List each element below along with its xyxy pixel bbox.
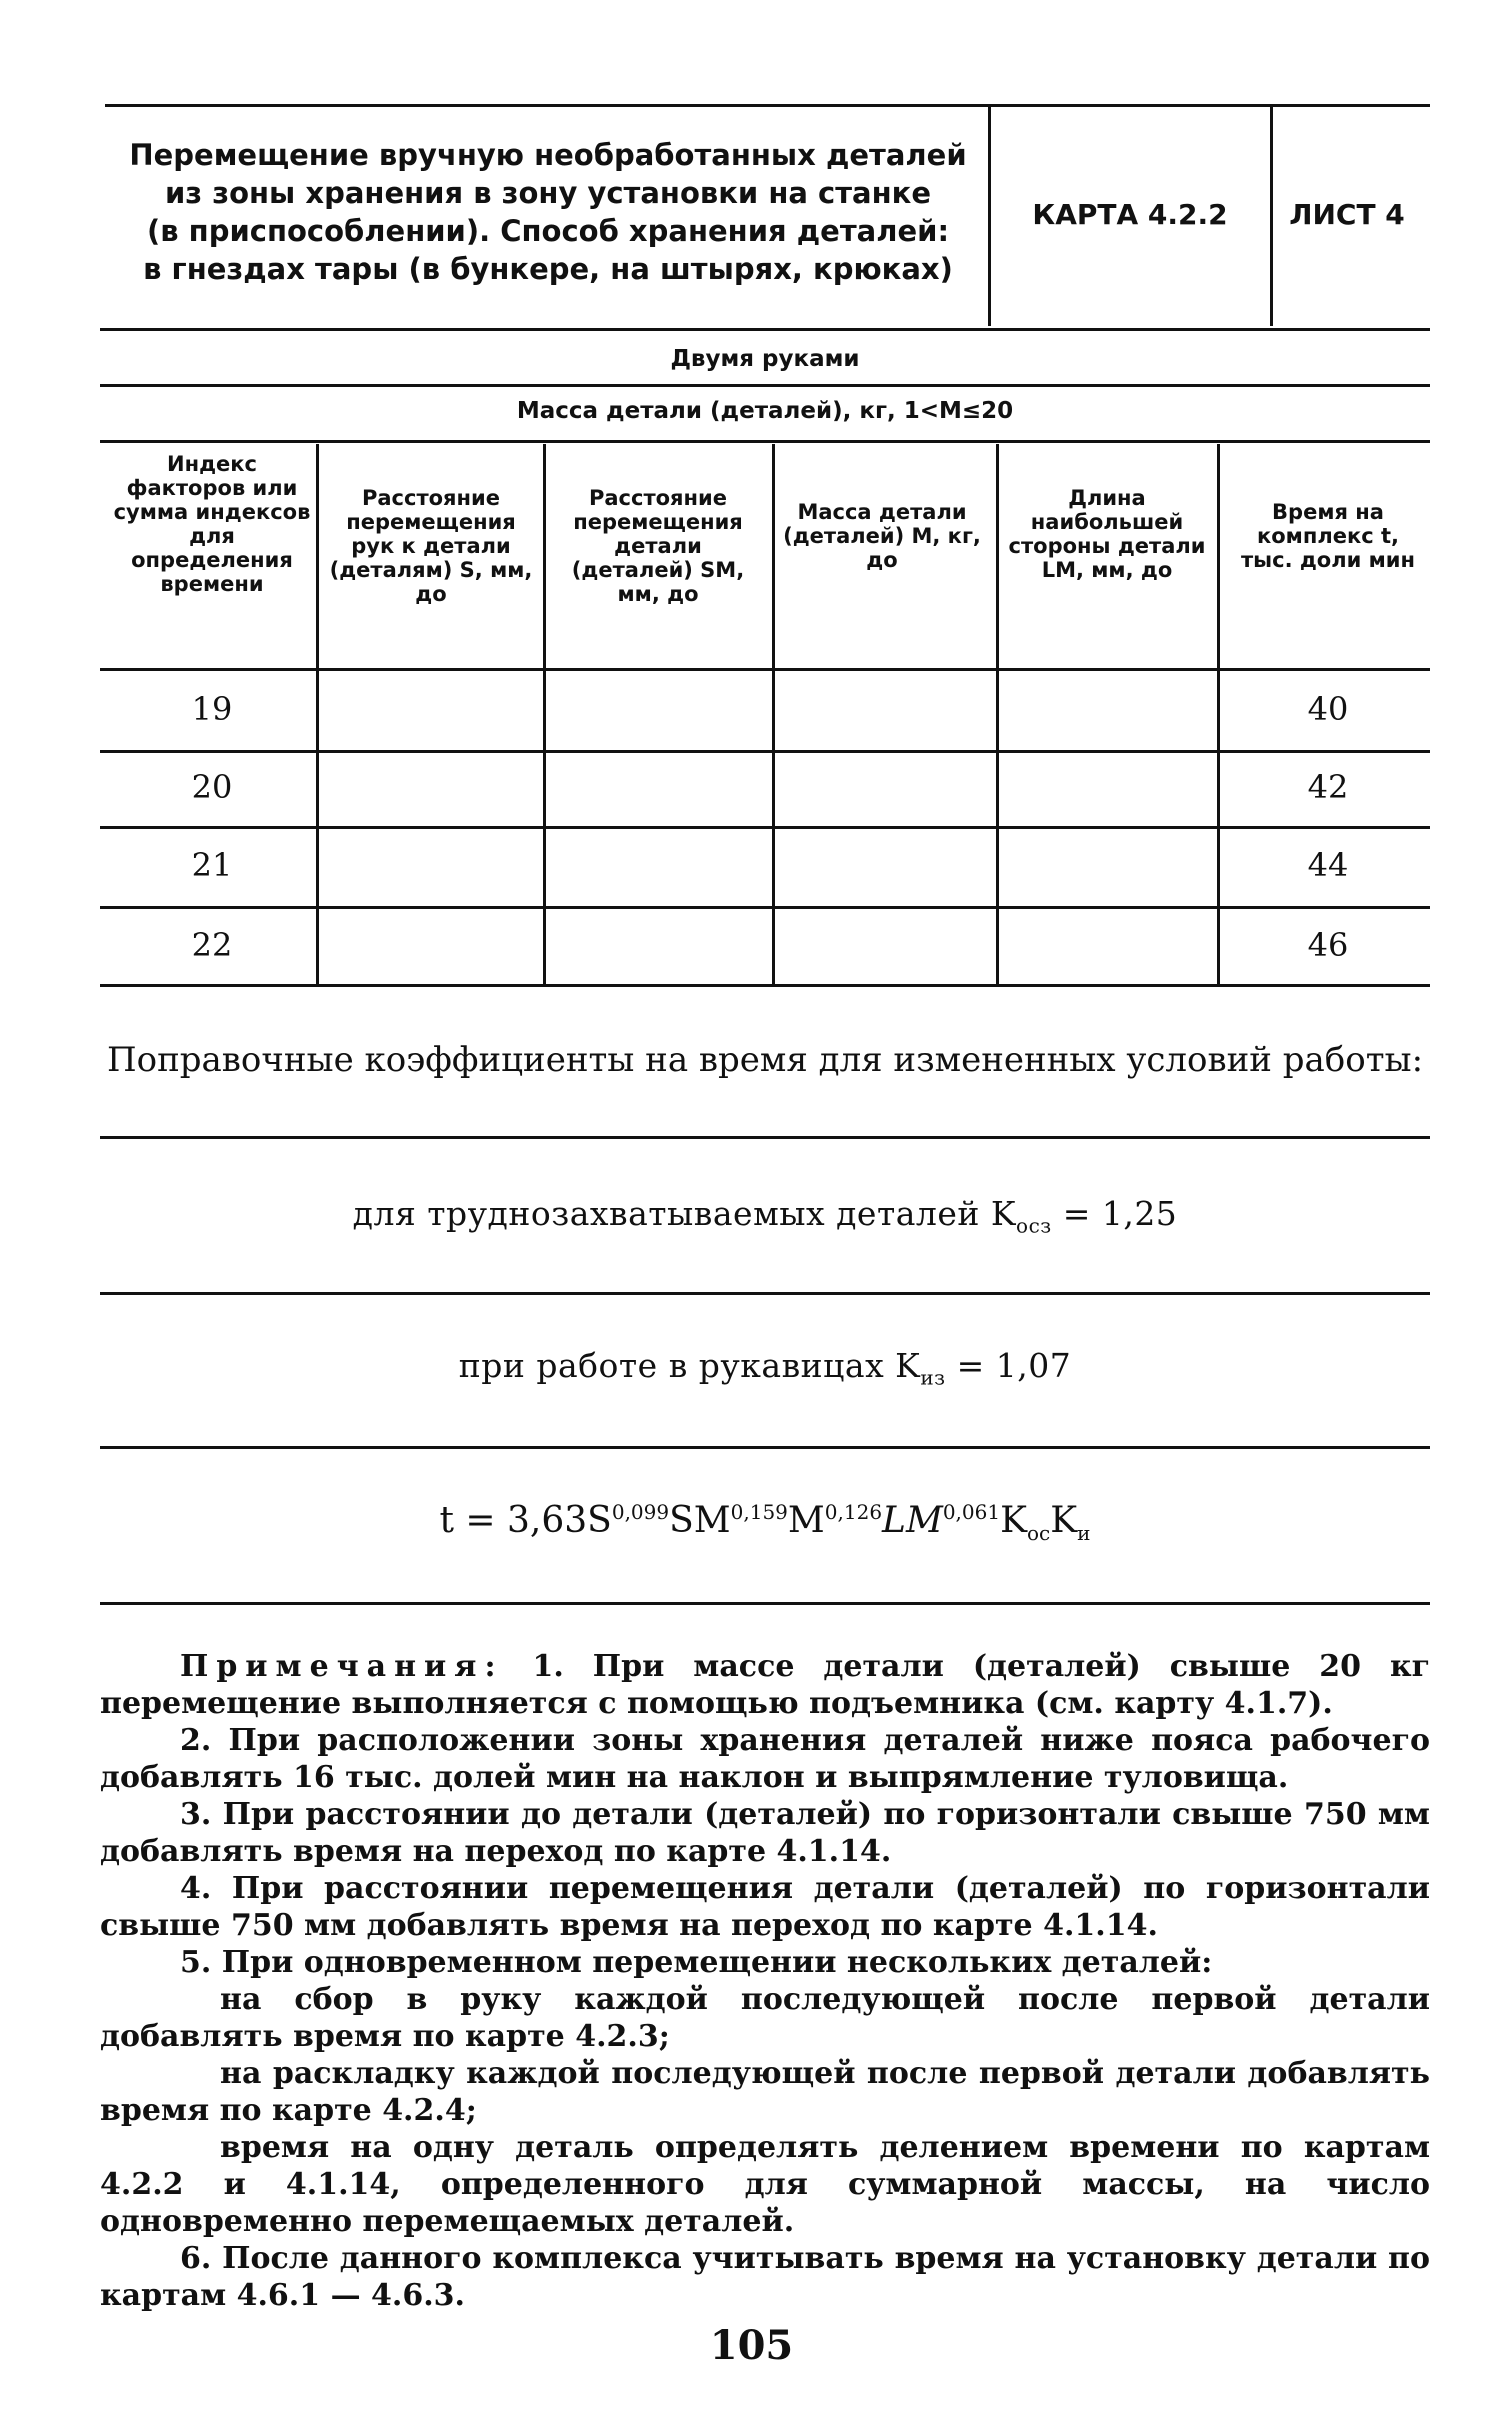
page-number: 105 — [709, 2322, 794, 2369]
coefficient-hard-grip — [100, 1194, 1430, 1238]
formula-k1-sub: oc — [1027, 1521, 1051, 1546]
formula-s-exp: 0,099 — [611, 1500, 670, 1524]
formula-m-exp: 0,126 — [824, 1500, 883, 1524]
column-header-time: Время на комплекс t, тыс. доли мин — [1240, 500, 1416, 572]
row-time: 44 — [1307, 846, 1349, 884]
table-header-rule — [100, 668, 1430, 671]
hands-label: Двумя руками — [670, 346, 860, 372]
note-5: 5. При одновременном перемещении нескольких деталей: — [180, 1945, 1213, 1980]
card-title-line: из зоны хранения в зону установки на станке — [164, 176, 931, 210]
table-column-line — [316, 444, 319, 984]
coefficients-rule — [100, 1446, 1430, 1449]
card-title-line: Перемещение вручную необработанных деталей — [129, 138, 967, 172]
note-3: 3. При расстоянии до детали (деталей) по горизонтали свыше 750 мм добавлять время на переход по карте 4.1.14. — [100, 1797, 1430, 1869]
column-header-part-distance: Расстояние перемещения детали (деталей) SM, мм, до — [571, 486, 745, 606]
formula-sm: SM — [669, 1500, 731, 1541]
note-4: 4. При расстоянии перемещения детали (деталей) по горизонтали свыше 750 мм добавлять время на переход по карте 4.1.14. — [100, 1871, 1430, 1943]
note-1: 1. При массе детали (деталей) свыше 20 кг перемещение выполняется с помощью подъемника (см. карту 4.1.7). — [100, 1649, 1430, 1721]
column-header-mass: Масса детали (деталей) М, кг, до — [783, 500, 981, 572]
table-row-rule — [100, 906, 1430, 909]
formula-sm-exp: 0,159 — [730, 1500, 788, 1524]
column-header-index: Индекс факторов или сумма индексов для определения времени — [113, 452, 311, 596]
row-index: 19 — [191, 690, 233, 728]
sheet-number: ЛИСТ 4 — [1289, 198, 1405, 231]
row-index: 20 — [191, 768, 233, 806]
header-bottom-rule — [100, 328, 1430, 331]
coefficients-rule — [100, 1136, 1430, 1139]
row-time: 42 — [1307, 768, 1349, 806]
formula-k1: K — [1000, 1500, 1027, 1541]
formula-k2-sub: и — [1077, 1521, 1091, 1546]
formula-t: t = 3,63S — [439, 1500, 612, 1541]
formula-k2: K — [1050, 1500, 1078, 1541]
table-column-line — [543, 444, 546, 984]
card-number: КАРТА 4.2.2 — [1032, 198, 1228, 231]
header-top-rule — [105, 104, 1430, 107]
mass-range-label: Масса детали (деталей), кг, 1<M≤20 — [516, 398, 1014, 424]
formula-lm-exp: 0,061 — [942, 1500, 1001, 1524]
coefficient-hard-grip-text: для труднозахватываемых деталей K — [352, 1194, 1017, 1233]
coefficient-gloves-value: = 1,07 — [956, 1346, 1072, 1385]
table-column-line — [772, 444, 775, 984]
note-5a: на сбор в руку каждой последующей после первой детали добавлять время по карте 4.2.3; — [100, 1982, 1430, 2054]
coefficient-hard-grip-value: = 1,25 — [1062, 1194, 1178, 1233]
coefficients-rule — [100, 1292, 1430, 1295]
table-row-rule — [100, 750, 1430, 753]
formula-lm: LM — [882, 1500, 943, 1541]
time-formula — [100, 1500, 1430, 1545]
band-rule — [100, 440, 1430, 443]
coefficients-title: Поправочные коэффициенты на время для измененных условий работы: — [106, 1040, 1424, 1080]
notes-label: Примечания: — [180, 1649, 504, 1684]
table-column-line — [1217, 444, 1220, 984]
row-index: 22 — [191, 926, 233, 964]
card-title — [118, 136, 978, 288]
coefficient-gloves — [100, 1346, 1430, 1390]
column-header-hand-distance: Расстояние перемещения рук к детали (деталям) S, мм, до — [329, 486, 533, 606]
notes-section — [100, 1648, 1430, 2314]
formula-rule — [100, 1602, 1430, 1605]
coefficient-gloves-text: при работе в рукавицах K — [458, 1346, 921, 1385]
card-title-line: (в приспособлении). Способ хранения деталей: — [146, 214, 950, 248]
table-column-line — [996, 444, 999, 984]
note-5c: время на одну деталь определять делением времени по картам 4.2.2 и 4.1.14, определенного для суммарной массы, на число одновременно перемещаемых деталей. — [100, 2130, 1430, 2239]
row-index: 21 — [191, 846, 233, 884]
coefficient-gloves-sub: из — [920, 1365, 946, 1390]
note-5b: на раскладку каждой последующей после первой детали добавлять время по карте 4.2.4; — [100, 2056, 1430, 2128]
table-row-rule — [100, 826, 1430, 829]
table-bottom-rule — [100, 984, 1430, 987]
note-2: 2. При расположении зоны хранения деталей ниже пояса рабочего добавлять 16 тыс. долей мин на наклон и выпрямление туловища. — [100, 1723, 1430, 1795]
row-time: 46 — [1307, 926, 1349, 964]
formula-m: M — [787, 1500, 825, 1541]
band-rule — [100, 384, 1430, 387]
card-title-line: в гнездах тары (в бункере, на штырях, крюках) — [143, 252, 953, 286]
row-time: 40 — [1307, 690, 1349, 728]
note-6: 6. После данного комплекса учитывать время на установку детали по картам 4.6.1 — 4.6.3. — [100, 2241, 1430, 2313]
coefficient-hard-grip-sub: оcз — [1016, 1213, 1052, 1238]
column-header-length: Длина наибольшей стороны детали LM, мм, до — [1008, 486, 1206, 582]
